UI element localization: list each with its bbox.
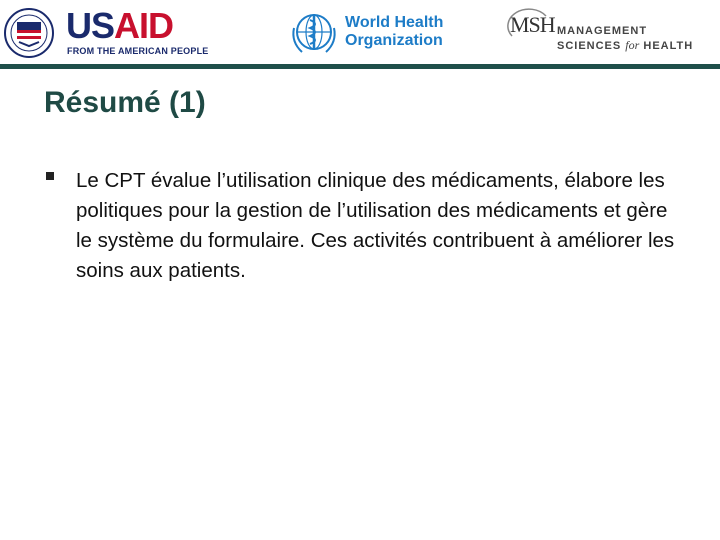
usaid-wordmark: USAID	[66, 5, 174, 46]
who-logo	[288, 6, 448, 58]
bullet-square-icon	[46, 172, 54, 180]
msh-name: MANAGEMENT SCIENCES for HEALTH	[557, 25, 694, 52]
usaid-seal-icon	[4, 8, 54, 58]
slide-header	[0, 0, 720, 68]
msh-mark: MSH	[510, 12, 555, 38]
who-name: World Health Organization	[345, 14, 444, 49]
msh-ring-icon	[506, 6, 554, 46]
who-emblem-icon	[288, 8, 340, 58]
usaid-tagline: FROM THE AMERICAN PEOPLE	[67, 46, 209, 56]
bullet-text: Le CPT évalue l’utilisation clinique des médicaments, élabore les politiques pour la gestion de l’utilisation des médicaments et gère le système du formulaire. Ces activités contribuent à améliorer les soins aux patients.	[76, 169, 675, 282]
msh-logo	[510, 6, 720, 58]
usaid-logo	[4, 5, 209, 58]
header-divider	[0, 64, 720, 69]
slide-title: Résumé (1)	[44, 86, 206, 119]
